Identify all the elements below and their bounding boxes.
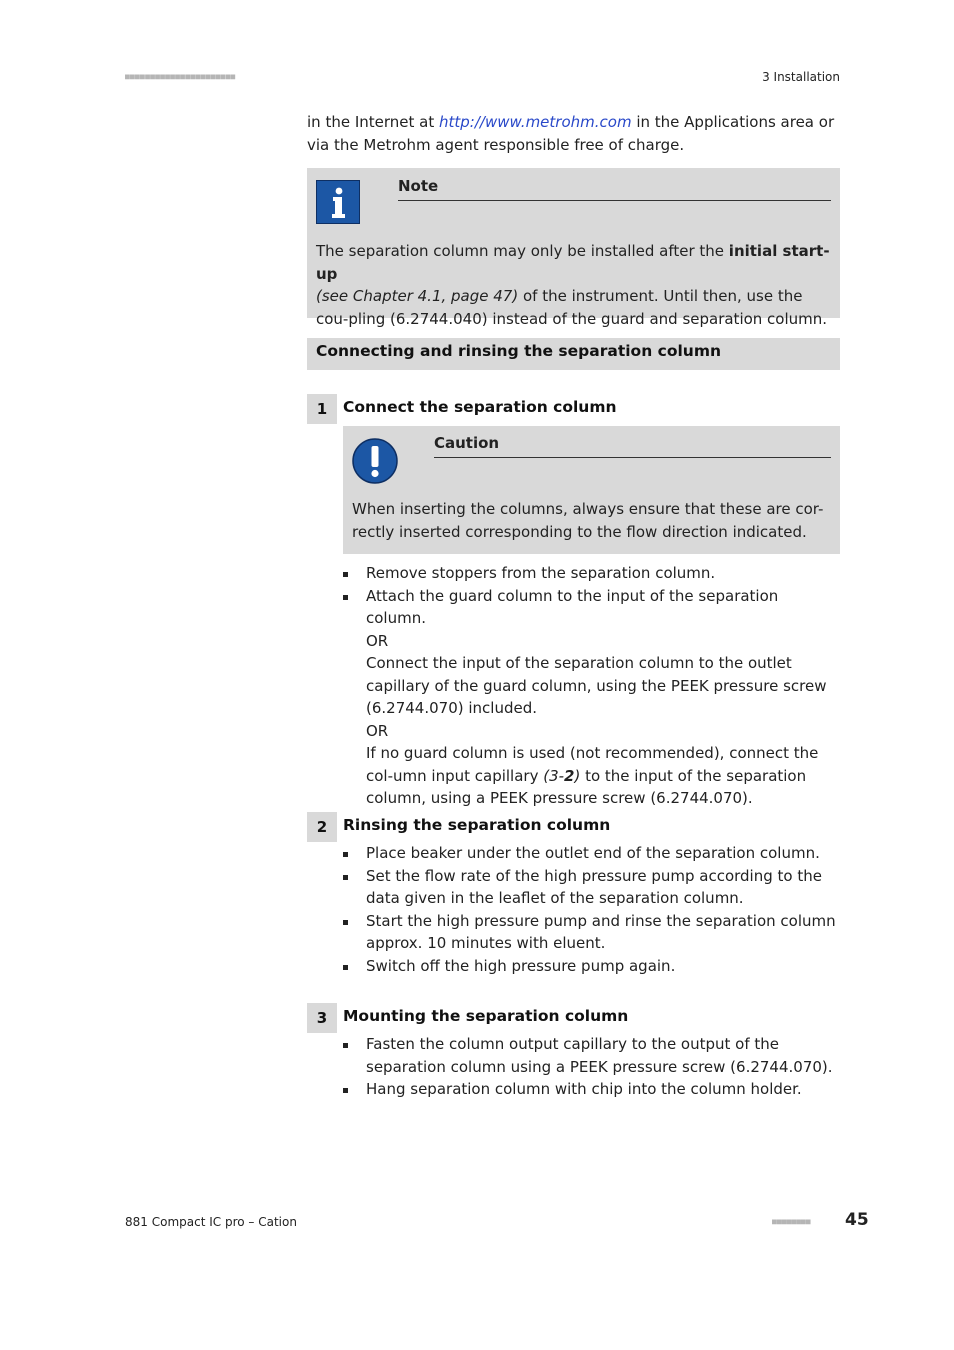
page-number: 45 — [845, 1210, 869, 1230]
bullet-line: Attach the guard column to the input of the separation column. — [366, 586, 779, 627]
note-title: Note — [398, 177, 439, 195]
list-item: Start the high pressure pump and rinse the separation column approx. 10 minutes with eluent. — [343, 910, 843, 955]
note-bold-text: initial start-up — [316, 242, 830, 283]
bullet-or: OR — [366, 631, 389, 650]
caution-divider — [434, 457, 831, 458]
section-title: Connecting and rinsing the separation column — [316, 342, 722, 360]
step-title: Mounting the separation column — [343, 1007, 629, 1025]
step-number: 3 — [307, 1003, 337, 1033]
list-item — [343, 585, 843, 810]
list-item: Hang separation column with chip into the column holder. — [343, 1078, 843, 1101]
step-number: 1 — [307, 394, 337, 424]
note-text — [316, 240, 831, 330]
bullet-or: OR — [366, 721, 389, 740]
metrohm-link[interactable]: http://www.metrohm.com — [439, 113, 632, 131]
step-title: Rinsing the separation column — [343, 816, 611, 834]
bullet-line: to the input of the separation column, using a PEEK pressure screw (6.2744.070). — [366, 766, 807, 807]
step-number: 2 — [307, 812, 337, 842]
list-item: Place beaker under the outlet end of the separation column. — [343, 842, 843, 865]
header-decoration: ■■■■■■■■■■■■■■■■■■■■■■ — [125, 72, 236, 81]
figure-ref-prefix: (3- — [543, 766, 565, 785]
header-chapter: 3 Installation — [762, 70, 840, 84]
list-item: Set the flow rate of the high pressure pump according to the data given in the leaflet of the separation column. — [343, 865, 843, 910]
info-icon — [316, 180, 360, 224]
caution-title: Caution — [434, 434, 500, 452]
intro-suffix: in the Applications area or via the Metrohm agent responsible free of charge. — [307, 113, 835, 154]
footer-product: 881 Compact IC pro – Cation — [125, 1215, 297, 1229]
step-1-bullets — [343, 562, 843, 810]
list-item: Remove stoppers from the separation column. — [343, 562, 843, 585]
bullet-line: If no guard column is used (not recommended), connect the col-umn input capillary — [366, 744, 819, 785]
intro-prefix: in the Internet at — [307, 113, 439, 131]
note-text-part: of the instrument. Until then, use the cou-pling (6.2744.040) instead of the guard and separation column. — [316, 287, 828, 328]
list-item: Fasten the column output capillary to the output of the separation column using a PEEK pressure screw (6.2744.070). — [343, 1033, 843, 1078]
note-reference: (see Chapter 4.1, page 47) — [316, 287, 519, 305]
step-2-bullets — [343, 842, 843, 977]
list-item: Switch off the high pressure pump again. — [343, 955, 843, 978]
figure-reference[interactable] — [543, 767, 580, 785]
figure-ref-number: 2 — [564, 766, 575, 785]
caution-text: When inserting the columns, always ensure that these are cor-rectly inserted corresponding to the flow direction indicated. — [352, 500, 824, 541]
figure-ref-suffix: ) — [574, 766, 581, 785]
footer-decoration: ■■■■■■■■ — [772, 1217, 811, 1226]
step-title: Connect the separation column — [343, 398, 617, 416]
step-3-bullets — [343, 1033, 843, 1101]
note-text-part: The separation column may only be installed after the — [316, 242, 729, 260]
intro-paragraph — [307, 111, 842, 156]
note-divider — [398, 200, 831, 201]
bullet-line: Connect the input of the separation column to the outlet capillary of the guard column, using the PEEK pressure screw (6.2744.070) included. — [366, 654, 827, 717]
exclamation-icon — [351, 437, 399, 485]
